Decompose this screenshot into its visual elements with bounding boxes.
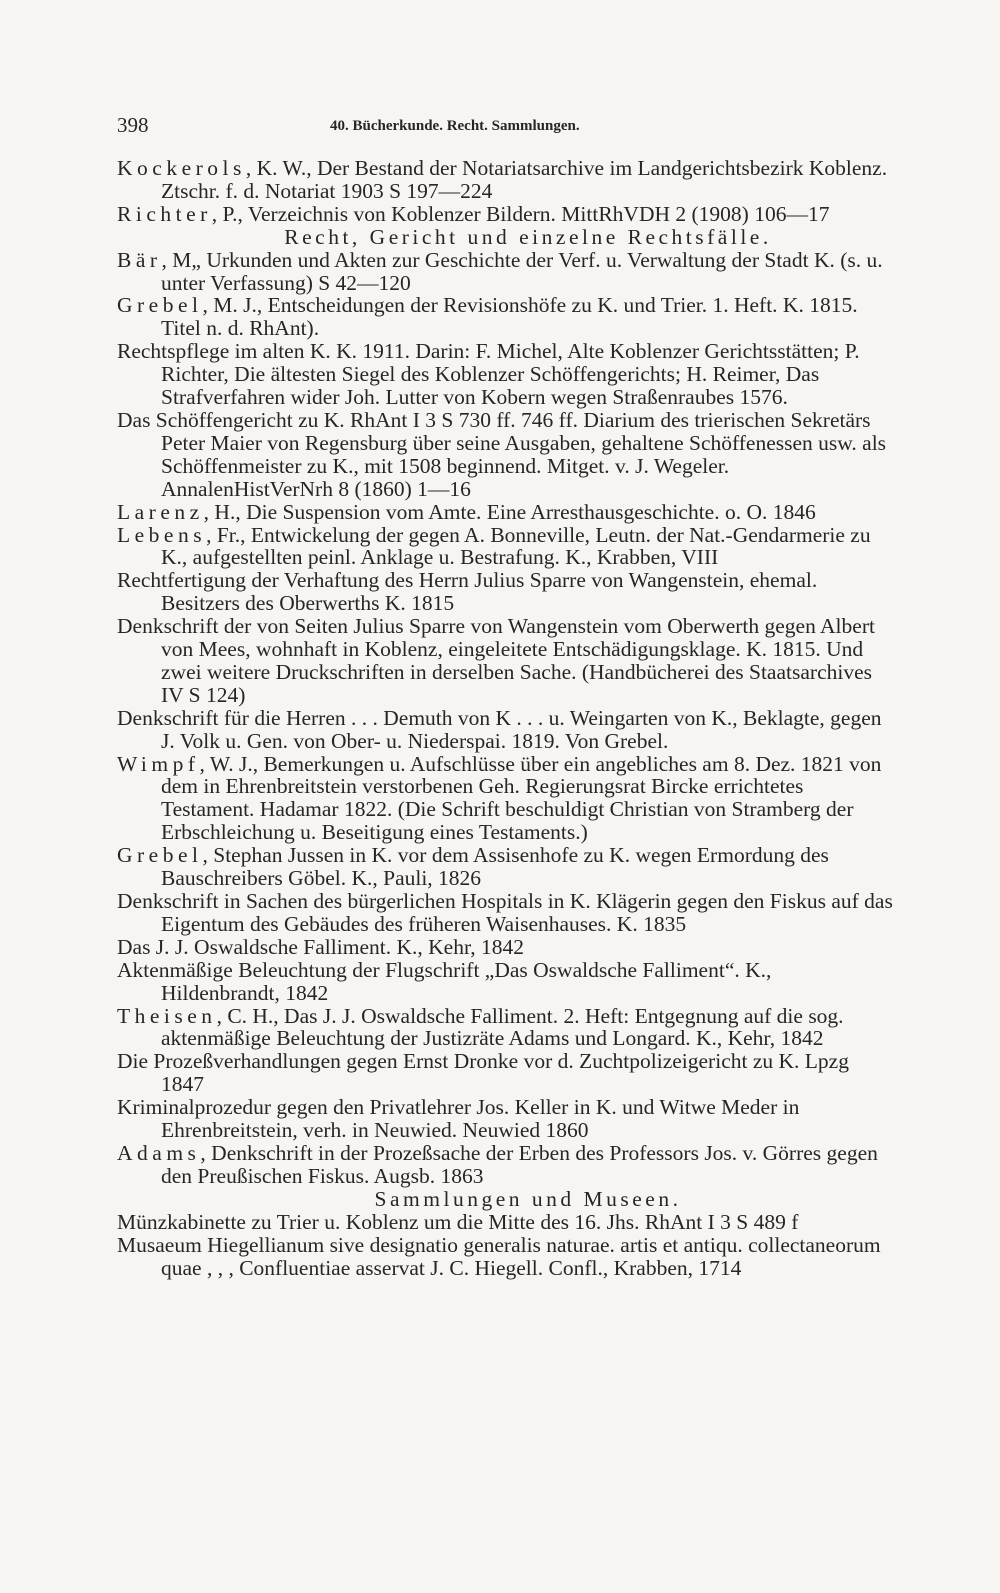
entry-text: , H., Die Suspension vom Amte. Eine Arresthausgeschichte. o. O. 1846 bbox=[203, 499, 816, 524]
entry-text: , M„ Urkunden und Akten zur Geschichte der Verf. u. Verwaltung der Stadt K. (s. u. unter Verfassung) S 42—120 bbox=[161, 247, 883, 295]
bibliography-entry bbox=[117, 157, 895, 203]
bibliography-body bbox=[117, 157, 895, 1279]
entry-text: , M. J., Entscheidungen der Revisionshöfe zu K. und Trier. 1. Heft. K. 1815. Titel n. d. RhAnt). bbox=[161, 293, 858, 341]
entry-text: , P., Verzeichnis von Koblenzer Bildern. MittRhVDH 2 (1908) 106—17 bbox=[211, 201, 830, 226]
entry-text: , C. H., Das J. J. Oswaldsche Falliment. 2. Heft: Entgegnung auf die sog. aktenmäßige Beleuchtung der Justizräte Adams und Longard. K., Kehr, 1842 bbox=[161, 1003, 844, 1051]
bibliography-entry bbox=[117, 1096, 895, 1142]
entry-text: , Denkschrift in der Prozeßsache der Erben des Professors Jos. v. Görres gegen den Preußischen Fiskus. Augsb. 1863 bbox=[161, 1140, 878, 1188]
entry-text: Das Schöffengericht zu K. RhAnt I 3 S 730 ff. 746 ff. Diarium des trierischen Sekretärs Peter Maier von Regensburg über seine Ausgaben, gehaltene Schöffenessen usw. als Schöffenmeister zu K., mit 1508 beginnend. Mitget. v. J. Wegeler. AnnalenHistVerNrh 8 (1860) 1—16 bbox=[117, 407, 887, 501]
entry-author: Grebel bbox=[117, 293, 203, 318]
bibliography-entry bbox=[117, 707, 895, 753]
entry-author: Kockerols bbox=[117, 156, 246, 180]
entry-author: Larenz bbox=[117, 499, 204, 524]
entry-text: Aktenmäßige Beleuchtung der Flugschrift „Das Oswaldsche Falliment“. K., Hildenbrandt, 1842 bbox=[117, 957, 772, 1005]
section-heading: Sammlungen und Museen. bbox=[374, 1186, 682, 1211]
bibliography-entry bbox=[117, 409, 895, 501]
entry-text: , Stephan Jussen in K. vor dem Assisenhofe zu K. wegen Ermordung des Bauschreibers Göbel. K., Pauli, 1826 bbox=[161, 843, 829, 891]
entry-text: Münzkabinette zu Trier u. Koblenz um die Mitte des 16. Jhs. RhAnt I 3 S 489 f bbox=[117, 1209, 799, 1234]
bibliography-entry bbox=[117, 569, 895, 615]
bibliography-entry bbox=[117, 1234, 895, 1280]
entry-author: Bär bbox=[117, 247, 162, 272]
entry-text: Kriminalprozedur gegen den Privatlehrer Jos. Keller in K. und Witwe Meder in Ehrenbreitstein, verh. in Neuwied. Neuwied 1860 bbox=[117, 1095, 800, 1143]
entry-text: Denkschrift der von Seiten Julius Sparre von Wangenstein vom Oberwerth gegen Albert von Mees, wohnhaft in Koblenz, eingeleitete Entschädigungsklage. K. 1815. Und zwei weitere Druckschriften in derselben Sache. (Handbücherei des Staatsarchives IV S 124) bbox=[117, 614, 875, 707]
entry-text: Denkschrift für die Herren . . . Demuth von K . . . u. Weingarten von K., Beklagte, gegen J. Volk u. Gen. von Ober- u. Niederspai. 1819. Von Grebel. bbox=[117, 705, 882, 753]
bibliography-entry bbox=[117, 936, 895, 959]
entry-text: , K. W., Der Bestand der Notariatsarchive im Landgerichtsbezirk Koblenz. Ztschr. f. d. Notariat 1903 S 197—224 bbox=[161, 156, 888, 203]
bibliography-entry bbox=[117, 753, 895, 845]
bibliography-entry bbox=[117, 1050, 895, 1096]
entry-author: Wimpf bbox=[117, 751, 200, 776]
bibliography-entry bbox=[117, 340, 895, 409]
entry-text: Rechtspflege im alten K. K. 1911. Darin: F. Michel, Alte Koblenzer Gerichtsstätten; P. Richter, Die ältesten Siegel des Koblenzer Schöffengerichts; H. Reimer, Das Strafverfahren wider Joh. Lutter von Kobern wegen Straßenraubes 1576. bbox=[117, 339, 860, 410]
bibliography-entry bbox=[117, 294, 895, 340]
entry-text: , W. J., Bemerkungen u. Aufschlüsse über ein angebliches am 8. Dez. 1821 von dem in Ehrenbreitstein verstorbenen Geh. Regierungsrat Bircke errichtetes Testament. Hadamar 1822. (Die Schrift beschuldigt Christian von Stramberg der Erbschleichung u. Beseitigung eines Testaments.) bbox=[161, 751, 882, 845]
entry-author: Adams bbox=[117, 1140, 201, 1165]
entry-text: Musaeum Hiegellianum sive designatio generalis naturae. artis et antiqu. collectaneorum quae , , , Confluentiae asservat J. C. Hiegell. Confl., Krabben, 1714 bbox=[117, 1232, 881, 1280]
bibliography-entry bbox=[117, 501, 895, 524]
bibliography-entry bbox=[117, 1142, 895, 1188]
entry-text: Denkschrift in Sachen des bürgerlichen Hospitals in K. Klägerin gegen den Fiskus auf das Eigentum des Gebäudes des früheren Waisenhauses. K. 1835 bbox=[117, 889, 893, 936]
bibliography-entry bbox=[117, 203, 895, 226]
bibliography-entry bbox=[117, 249, 895, 295]
section-heading: Recht, Gericht und einzelne Rechtsfälle. bbox=[284, 224, 772, 249]
bibliography-entry bbox=[117, 890, 895, 936]
bibliography-entry bbox=[117, 1211, 895, 1234]
entry-text: Das J. J. Oswaldsche Falliment. K., Kehr, 1842 bbox=[117, 934, 524, 959]
entry-author: Richter bbox=[117, 201, 212, 226]
bibliography-entry bbox=[117, 615, 895, 707]
page-number: 398 bbox=[117, 113, 149, 137]
entry-author: Grebel bbox=[117, 843, 203, 868]
running-head: 40. Bücherkunde. Recht. Sammlungen. bbox=[330, 118, 580, 134]
entry-text: Die Prozeßverhandlungen gegen Ernst Dronke vor d. Zuchtpolizeigericht zu K. Lpzg 1847 bbox=[117, 1049, 849, 1097]
bibliography-entry bbox=[117, 524, 895, 570]
bibliography-entry bbox=[117, 959, 895, 1005]
entry-text: , Fr., Entwickelung der gegen A. Bonneville, Leutn. der Nat.-Gendarmerie zu K., aufgestellten peinl. Anklage u. Bestrafung. K., Krabben, VIII bbox=[161, 522, 871, 570]
entry-text: Rechtfertigung der Verhaftung des Herrn Julius Sparre von Wangenstein, ehemal. Besitzers des Oberwerths K. 1815 bbox=[117, 568, 818, 616]
bibliography-entry bbox=[117, 1005, 895, 1051]
entry-author: Theisen bbox=[117, 1003, 217, 1028]
entry-author: Lebens bbox=[117, 522, 207, 547]
bibliography-entry bbox=[117, 844, 895, 890]
